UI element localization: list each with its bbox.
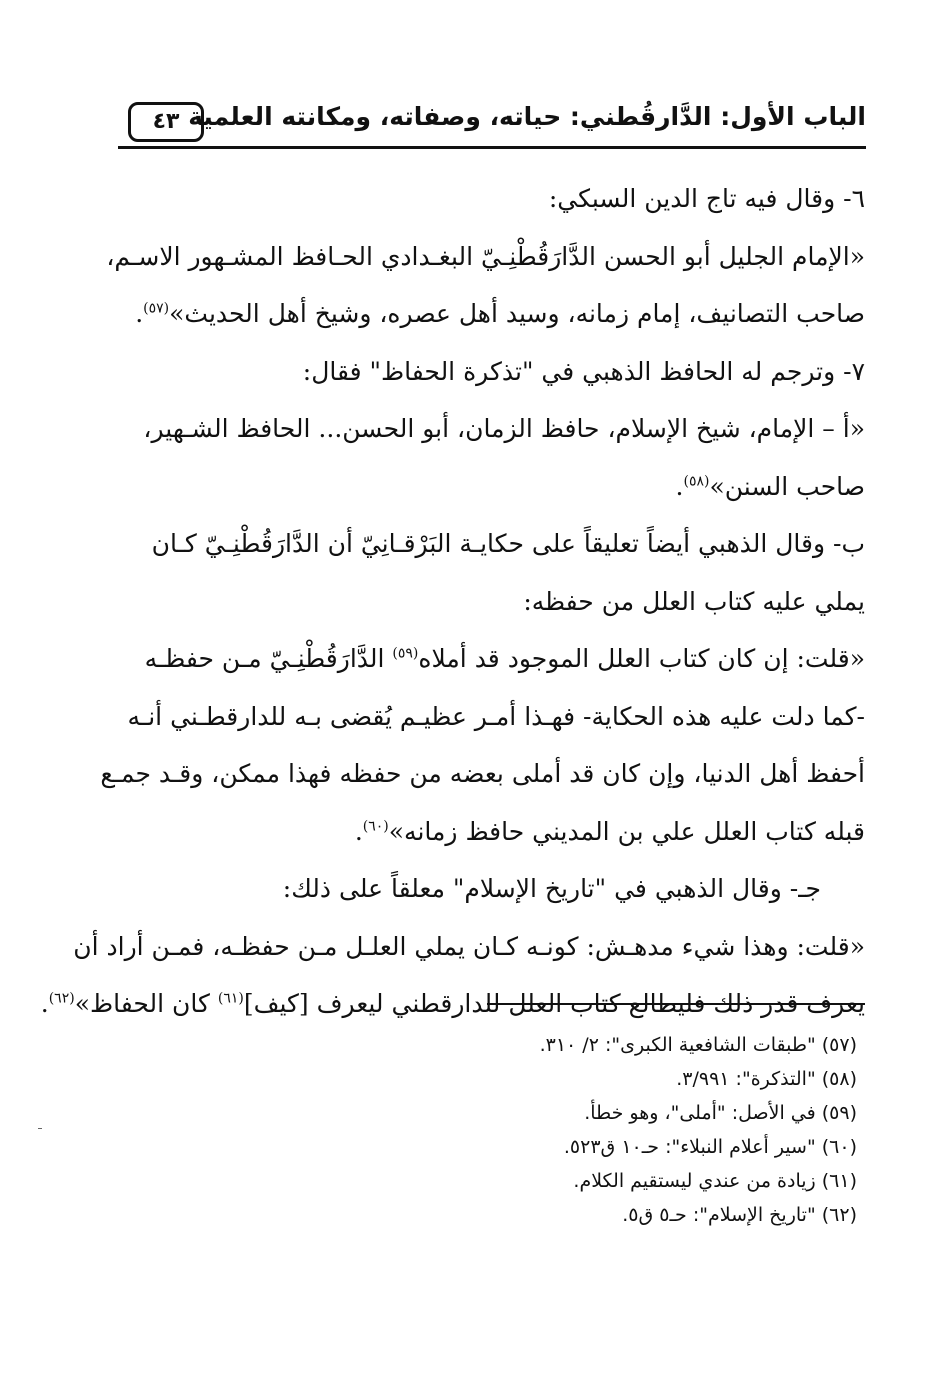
text-line: -كما دلت عليه هذه الحكاية- فهـذا أمـر عظيـم يُقضى بـه للدارقطـني أنـه [127,701,865,731]
footnote-item: (٦١) زيادة من عندي ليستقيم الكلام. [573,1170,857,1192]
quote-text: يعرف قدر ذلك فليطالع كتاب العلل للدارقطني ليعرف [كيف] [243,989,865,1018]
quote-text: صاحب التصانيف، إمام زمانه، وسيد أهل عصره، وشيخ أهل الحديث» [169,299,865,328]
text-line [120,285,865,343]
footnote-ref: (٦٠) [362,818,389,835]
footnote-ref: (٦١) [217,990,244,1007]
text-line: ٦- وقال فيه تاج الدين السبكي: [548,184,865,213]
footnote-ref: (٥٩) [392,645,419,662]
scan-speck [38,1128,42,1129]
period: . [675,471,684,501]
running-title: الباب الأول: الدَّارقُطني: حياته، وصفاته، ومكانته العلمية [188,102,866,131]
footnote-ref: (٥٨) [683,473,710,490]
text-line [120,630,865,688]
text-line [120,803,865,861]
page-number-badge: ٤٣ [128,102,204,142]
text-line: ب- وقال الذهبي أيضاً تعليقاً على حكايـة البَرْقـانِيّ أن الدَّارَقُطْنِـيّ كـان [151,529,865,558]
period: . [40,989,49,1018]
quote-text: صاحب السنن» [709,471,865,501]
header-divider [118,146,866,149]
text-line: ٧- وترجم له الحافظ الذهبي في "تذكرة الحفاظ" فقال: [302,356,865,386]
text-line [120,458,865,516]
footnote-ref: (٦٢) [48,990,75,1007]
footnote-item: (٥٨) "التذكرة": ٣/٩٩١. [676,1068,857,1090]
footnote-item: (٦٠) "سير أعلام النبلاء": حـ١٠ ق٥٢٣. [563,1136,857,1158]
footnote-separator [487,1003,865,1005]
text-line: «الإمام الجليل أبو الحسن الدَّارَقُطْنِـيّ البغـدادي الحـافظ المشـهور الاسـم، [106,241,865,271]
footnote-item: (٥٧) "طبقات الشافعية الكبرى": ٢/ ٣١٠. [539,1034,857,1056]
quote-text: قبله كتاب العلل علي بن المديني حافظ زمانه» [388,816,865,846]
text-line: «قلت: وهذا شيء مدهـش: كونـه كـان يملي العلـل مـن حفظـه، فمـن أراد أن [73,931,865,961]
period: . [135,299,144,328]
footnote-ref: (٥٧) [143,300,170,317]
text-line: «أ – الإمام، شيخ الإسلام، حافظ الزمان، أبو الحسن... الحافظ الشـهير، [143,414,865,443]
text-line: أحفظ أهل الدنيا، وإن كان قد أملى بعضه من حفظه فهذا ممكن، وقـد جمـع [100,759,865,788]
text-line: يملي عليه كتاب العلل من حفظه: [523,586,865,616]
main-text [40,170,865,1033]
quote-text: «قلت: إن كان كتاب العلل الموجود قد أملاه [418,644,865,673]
footnotes [337,1028,857,1232]
footnote-item: (٦٢) "تاريخ الإسلام": حـ٥ ق٥. [622,1204,857,1226]
text-line: جـ- وقال الذهبي في "تاريخ الإسلام" معلقاً على ذلك: [282,874,821,903]
quote-text: كان الحفاظ» [74,989,210,1018]
quote-text: الدَّارَقُطْنِـيّ مـن حفظـه [144,644,385,673]
period: . [354,816,363,846]
page-header [118,96,866,150]
footnote-item: (٥٩) في الأصل: "أملى"، وهو خطأ. [584,1102,857,1124]
